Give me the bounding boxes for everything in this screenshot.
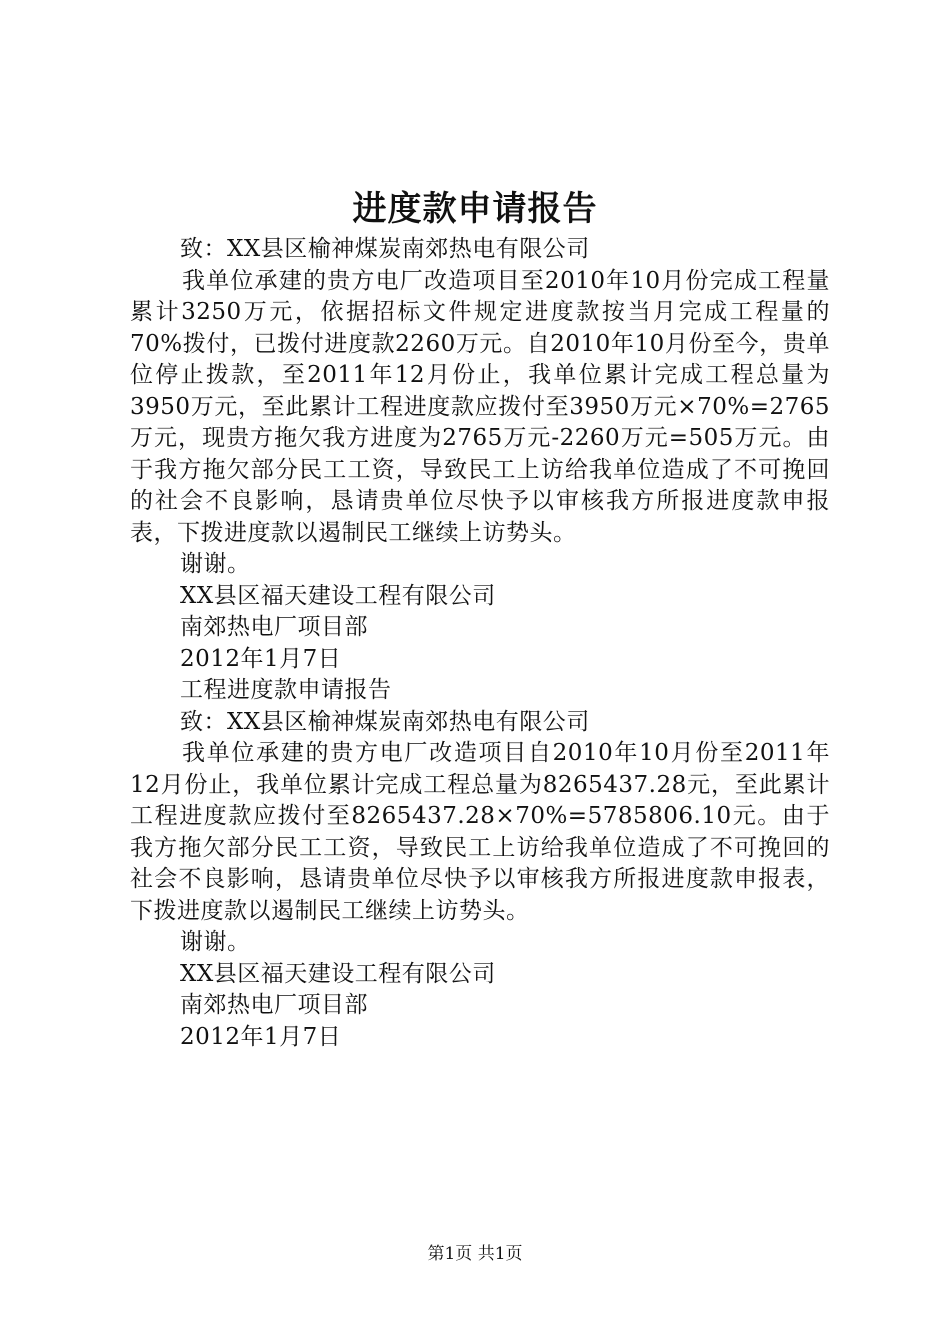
company-name: XX县区福天建设工程有限公司 [180,960,496,987]
document-body [130,234,830,1053]
document-title: 进度款申请报告 [352,189,598,229]
thanks-line: 谢谢。 [180,929,251,955]
recipient-line: 致：XX县区榆神煤炭南郊热电有限公司 [180,236,590,262]
company-name: XX县区福天建设工程有限公司 [180,582,496,609]
page-number-footer: 第1页 共1页 [427,1244,523,1264]
body-paragraph: 我单位承建的贵方电厂改造项目至2010年10月份完成工程量累计3250万元，依据招标文件规定进度款按当月完成工程量的70%拨付，已拨付进度款2260万元。自2010年10月份至今，贵单位停止拨款，至2011年12月份止，我单位累计完成工程总量为3950万元，至此累计工程进度款应拨付至3950万元×70%=2765万元，现贵方拖欠我方进度为2765万元-2260万元=505万元。由于我方拖欠部分民工工资，导致民工上访给我单位造成了不可挽回的社会不良影响，恳请贵单位尽快予以审核我方所报进度款申报表，下拨进度款以遏制民工继续上访势头。 [130,267,830,546]
body-paragraph: 我单位承建的贵方电厂改造项目自2010年10月份至2011年12月份止，我单位累计完成工程总量为8265437.28元，至此累计工程进度款应拨付至8265437.28×70%=5785806.10元。由于我方拖欠部分民工工资，导致民工上访给我单位造成了不可挽回的社会不良影响，恳请贵单位尽快予以审核我方所报进度款申报表，下拨进度款以遏制民工继续上访势头。 [130,740,830,924]
thanks-line: 谢谢。 [180,551,251,577]
recipient-line: 致：XX县区榆神煤炭南郊热电有限公司 [180,708,590,735]
date-line: 2012年1月7日 [180,645,342,672]
department-name: 南郊热电厂项目部 [180,992,368,1018]
date-line: 2012年1月7日 [180,1023,342,1050]
second-report-title: 工程进度款申请报告 [180,677,392,703]
department-name: 南郊热电厂项目部 [180,614,368,640]
